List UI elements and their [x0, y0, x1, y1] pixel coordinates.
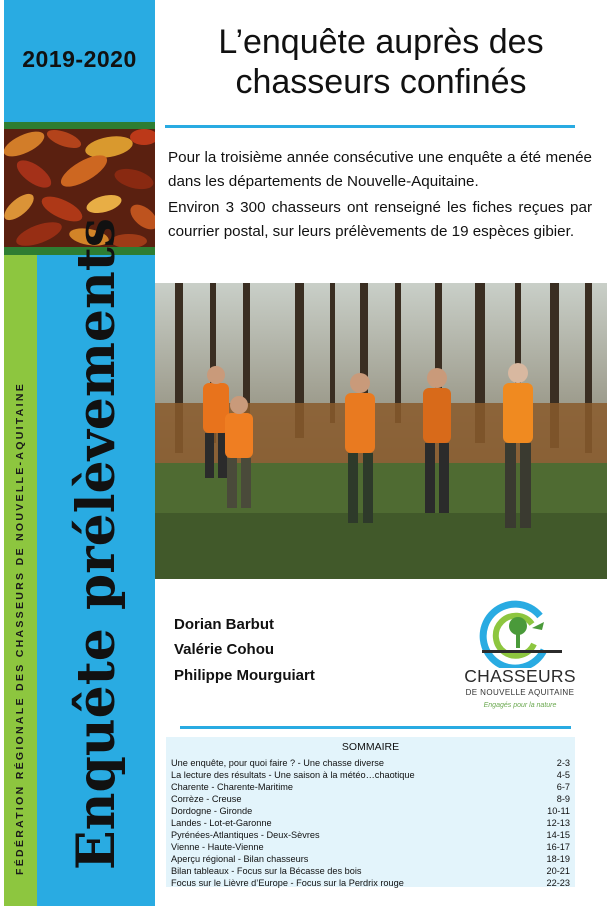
- green-divider: [4, 122, 155, 129]
- sommaire-label: La lecture des résultats - Une saison à la météo…chaotique: [171, 770, 415, 780]
- sommaire-row: [171, 781, 570, 793]
- sommaire-row: [171, 805, 570, 817]
- sommaire-pages: 8-9: [556, 794, 570, 804]
- title-divider: [165, 125, 575, 128]
- sommaire-row: [171, 841, 570, 853]
- sommaire-title: SOMMAIRE: [341, 741, 400, 753]
- sommaire-label: Corrèze - Creuse: [171, 794, 242, 804]
- title-line-1: L’enquête auprès des: [218, 23, 544, 61]
- year-label: 2019-2020: [22, 46, 137, 72]
- sommaire-label: Pyrénées-Atlantiques - Deux-Sèvres: [171, 830, 320, 840]
- sommaire-pages: 10-11: [547, 806, 570, 816]
- sommaire-pages: 6-7: [556, 782, 570, 792]
- sommaire-row: [171, 817, 570, 829]
- sommaire-divider: [180, 726, 571, 729]
- sommaire-label: Une enquête, pour quoi faire ? - Une chasse diverse: [171, 758, 384, 768]
- sommaire-label: Vienne - Haute-Vienne: [171, 842, 264, 852]
- sommaire-label: Focus sur le Lièvre d’Europe - Focus sur la Perdrix rouge: [171, 878, 404, 888]
- sommaire-pages: 16-17: [546, 842, 570, 852]
- sommaire-pages: 2-3: [556, 758, 570, 768]
- author-name: Dorian Barbut: [174, 616, 275, 633]
- sommaire-pages: 18-19: [546, 854, 570, 864]
- sommaire-label: Charente - Charente-Maritime: [171, 782, 294, 792]
- sommaire-pages: 12-13: [546, 818, 570, 828]
- sommaire-row: [171, 829, 570, 841]
- sommaire-row: [171, 865, 570, 877]
- sommaire-row: [171, 877, 570, 889]
- logo-name: CHASSEURS: [464, 666, 576, 686]
- federation-name: FÉDÉRATION RÉGIONALE DES CHASSEURS DE NOUVELLE-AQUITAINE: [14, 381, 26, 875]
- page-title: [165, 22, 597, 102]
- sommaire-label: Landes - Lot-et-Garonne: [171, 818, 272, 828]
- logo-tagline: Engagés pour la nature: [483, 702, 557, 709]
- sommaire-row: [171, 769, 570, 781]
- hunters-photo: [155, 283, 607, 579]
- sommaire-pages: 20-21: [546, 866, 570, 876]
- sommaire-row: [171, 757, 570, 769]
- author-name: Valérie Cohou: [174, 641, 275, 658]
- intro-paragraph-2: Environ 3 300 chasseurs ont renseigné les fiches reçues par courrier postal, sur leurs prélèvements de 19 espèces gibier.: [168, 199, 592, 240]
- author-name: Philippe Mourguiart: [174, 667, 315, 684]
- sommaire-pages: 22-23: [546, 878, 570, 888]
- main-title: Enquête prélèvements: [66, 217, 127, 870]
- sommaire-label: Aperçu régional - Bilan chasseurs: [171, 854, 309, 864]
- logo-subtitle: DE NOUVELLE AQUITAINE: [465, 688, 575, 697]
- sommaire-pages: 4-5: [556, 770, 570, 780]
- sommaire-row: [171, 853, 570, 865]
- intro-paragraph-1: Pour la troisième année consécutive une enquête a été menée dans les départements de Nouvelle-Aquitaine.: [168, 149, 592, 190]
- sommaire-pages: 14-15: [546, 830, 570, 840]
- sommaire-row: [171, 793, 570, 805]
- sommaire-label: Dordogne - Gironde: [171, 806, 253, 816]
- sommaire-label: Bilan tableaux - Focus sur la Bécasse des bois: [171, 866, 362, 876]
- title-line-2: chasseurs confinés: [235, 63, 527, 101]
